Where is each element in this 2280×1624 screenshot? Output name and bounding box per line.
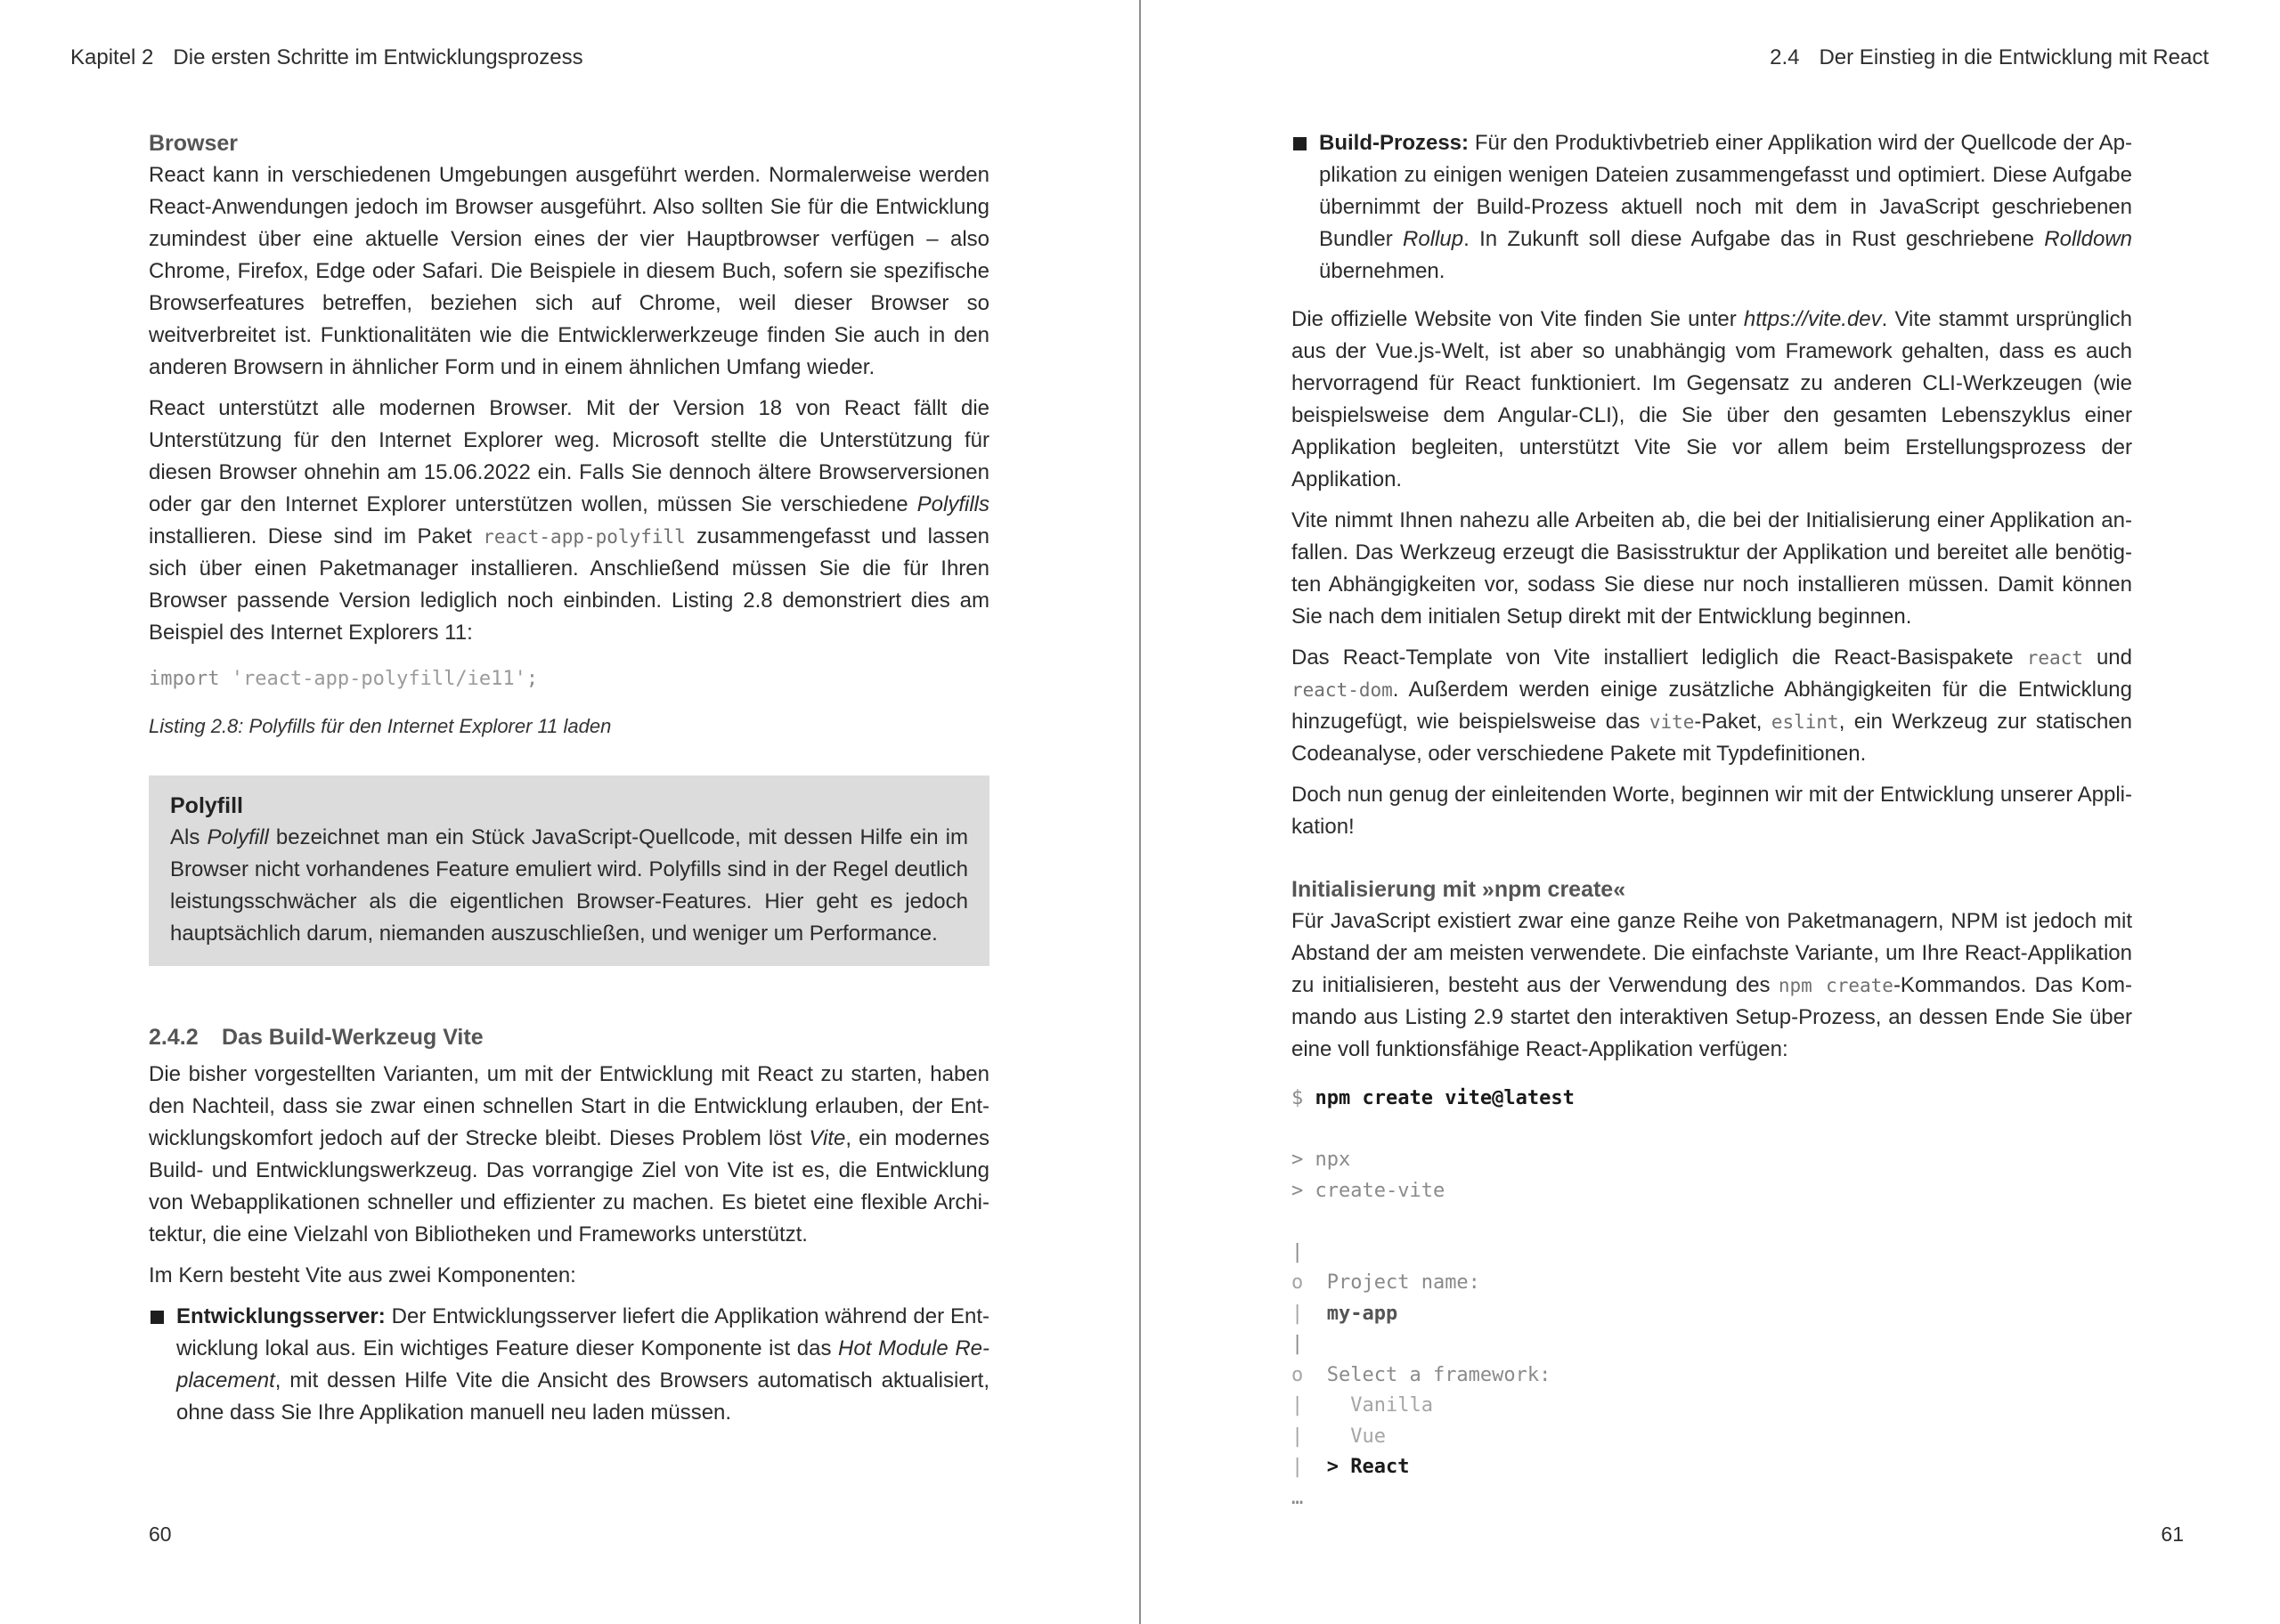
terminal-option-vue: | Vue xyxy=(1291,1425,1386,1448)
page-number-right: 61 xyxy=(2161,1522,2184,1546)
browser-paragraph-2: React unterstützt alle modernen Browser. Mit der Version 18 von React fällt die Unterstützung für den Internet Explorer weg. Microsoft stellte die Unterstützung für diesen Browser ohnehin am 15.06.2022 ein. Falls Sie dennoch ältere Browserversionen oder gar den Internet Explorer unterstützen wollen, müssen Sie verschiedene Polyfills installieren. Diese sind im Paket react-app-polyfill zusammengefasst und lassen sich über einen Paketmanager installieren. Anschließend müssen Sie die für Ihren Browser passende Version lediglich noch einbinden. Listing 2.8 demonstriert dies am Beispiel des Internet Explorers 11: xyxy=(149,396,989,645)
terminal-answer-project-name: | my-app xyxy=(1291,1302,1398,1325)
inline-code: react-app-polyfill xyxy=(483,526,686,548)
browser-paragraph-1: React kann in verschiedenen Umgebungen ausgeführt werden. Normalerweise werden React-Anwendungen jedoch im Browser ausgeführt. Also sollten Sie für die Entwicklung zumindest über eine aktuelle Version eines der vier Hauptbrowser verfügen – also Chrome, Firefox, Edge oder Safari. Die Beispiele in diesem Buch, sofern sie spezifische Browserfeatures betreffen, beziehen sich auf Chrome, weil dieser Browser so weitverbreitet ist. Funktionalitäten wie die Entwicklerwerkzeuge finden Sie auch in den anderen Browsern in ähnlicher Form und in einem ähnlichen Umfang wieder. xyxy=(149,163,989,379)
terminal-bar: | xyxy=(1291,1333,1304,1355)
right-page xyxy=(1141,0,2280,1624)
left-page xyxy=(0,0,1139,1624)
chapter-label: Kapitel 2 xyxy=(70,45,154,69)
terminal-question-project-name: o Project name: xyxy=(1291,1271,1480,1294)
listing-2-8-code: import 'react-app-polyfill/ie11'; xyxy=(149,668,539,690)
terminal-bar: | xyxy=(1291,1240,1304,1263)
terminal-question-framework: o Select a framework: xyxy=(1291,1363,1551,1386)
terminal-output-create-vite: > create-vite xyxy=(1291,1179,1445,1202)
bullet-dev-server: Entwicklungsserver: Der Entwicklungsserver liefert die Applikation während der Entwicklung lokal aus. Ein wichtiges Feature dieser Komponente ist das Hot Module Replacement, mit dessen Hilfe Vite die Ansicht des Browsers automatisch aktualisiert, ohne dass Sie Ihre Applikation manuell neu laden müssen. xyxy=(149,1301,989,1429)
transition-paragraph: Doch nun genug der einleitenden Worte, beginnen wir mit der Entwicklung unserer Applikation! xyxy=(1291,783,2132,839)
terminal-option-vanilla: | Vanilla xyxy=(1291,1394,1433,1417)
vite-url-link: https://vite.dev xyxy=(1743,307,1882,331)
browser-heading: Browser xyxy=(149,131,239,156)
section-heading-2-4-2: 2.4.2 Das Build-Werkzeug Vite xyxy=(149,1025,484,1050)
vite-paragraph-1: Die bisher vorgestellten Varianten, um mit der Entwicklung mit React zu starten, haben den Nachteil, dass sie zwar einen schnellen Start in die Entwicklung erlauben, der Entwicklungskomfort jedoch auf der Strecke bleibt. Dieses Problem löst Vite, ein modernes Build- und Entwicklungswerkzeug. Das vorrangige Ziel von Vite ist es, die Entwicklung von Webapplikationen schneller und effizienter zu machen. Es bietet eine flexible Architektur, die eine Vielzahl von Bibliotheken und Frameworks unterstützt. xyxy=(149,1062,989,1246)
terminal-output-npx: > npx xyxy=(1291,1149,1351,1171)
bullet-square-icon xyxy=(151,1311,164,1324)
vite-tasks-paragraph: Vite nimmt Ihnen nahezu alle Arbeiten ab, die bei der Initialisierung einer Applikation anfallen. Das Werkzeug erzeugt die Basisstruktur der Applikation und bereitet alle benötigten Abhängigkeiten vor, sodass Sie diese nur noch installieren müssen. Damit können Sie nach dem initialen Setup direkt mit der Entwicklung beginnen. xyxy=(1291,508,2132,629)
terminal-ellipsis: … xyxy=(1291,1486,1304,1509)
terminal-command-line: $ npm create vite@latest xyxy=(1291,1087,1575,1109)
vite-paragraph-2: Im Kern besteht Vite aus zwei Komponenten: xyxy=(149,1263,576,1287)
info-box-title: Polyfill xyxy=(170,793,243,818)
npm-paragraph: Für JavaScript existiert zwar eine ganze Reihe von Paketmanagern, NPM ist jedoch mit Abstand der am meisten verwendete. Die einfachste Variante, um Ihre React-Applikation zu initialisieren, besteht aus der Verwendung des npm create-Kommandos. Das Kommando aus Listing 2.9 startet den interaktiven Setup-Prozess, an dessen Ende Sie über eine voll funktionsfähige React-Applikation verfügen: xyxy=(1291,909,2132,1061)
listing-caption: Listing 2.8: Polyfills für den Internet Explorer 11 laden xyxy=(149,715,612,737)
bullet-square-icon xyxy=(1293,137,1307,150)
init-heading: Initialisierung mit »npm create« xyxy=(1291,877,1626,902)
vite-website-paragraph: Die offizielle Website von Vite finden Sie unter https://vite.dev. Vite stammt ursprünglich aus der Vue.js-Welt, ist aber so unabhängig vom Framework gehalten, dass es auch hervorragend für React funktioniert. Im Gegensatz zu anderen CLI-Werkzeugen (wie beispielsweise dem Angular-CLI), die Sie über den gesamten Lebenszyklus einer Applikation begleiten, unterstützt Vite Sie vor allem beim Erstellungsprozess der Applikation. xyxy=(1291,307,2133,491)
terminal-listing xyxy=(1291,1084,2132,1514)
chapter-title: Die ersten Schritte im Entwicklungsprozess xyxy=(173,45,583,69)
terminal-option-react-selected: | > React xyxy=(1291,1456,1410,1478)
info-box-body: Als Polyfill bezeichnet man ein Stück JavaScript-Quellcode, mit dessen Hilfe ein im Browser nicht vorhandenes Feature emuliert wird. Polyfills sind in der Regel deutlich leistungsschwächer als die eigentlichen Browser-Features. Hier geht es jedoch hauptsächlich darum, niemanden auszuschließen, und weniger um Performance. xyxy=(170,825,968,946)
section-label: 2.4 xyxy=(1770,45,1800,69)
running-head-right xyxy=(1770,45,2209,70)
polyfill-info-box xyxy=(149,775,989,966)
bullet-build-process: Build-Prozess: Für den Produktivbetrieb einer Applikation wird der Quellcode der Applikation zu einigen wenigen Dateien zusammengefasst und optimiert. Diese Aufgabe übernimmt der Build-Prozess aktuell noch mit dem in JavaScript geschriebenen Bundler Rollup. In Zukunft soll diese Aufgabe das in Rust geschriebene Rolldown übernehmen. xyxy=(1291,127,2132,288)
react-template-paragraph: Das React-Template von Vite installiert lediglich die React-Basispakete react und react-dom. Außerdem werden einige zusätzliche Abhängigkeiten für die Entwicklung hinzugefügt, wie beispielsweise das vite-Paket, eslint, ein Werkzeug zur statischen Codeanalyse, oder verschiedene Pakete mit Typdefinitionen. xyxy=(1291,646,2133,766)
left-text-column xyxy=(149,127,989,1438)
right-text-column xyxy=(1291,127,2132,1514)
running-head-left xyxy=(70,45,583,70)
section-title: Der Einstieg in die Entwicklung mit React xyxy=(1819,45,2209,69)
page-number-left: 60 xyxy=(149,1522,172,1546)
